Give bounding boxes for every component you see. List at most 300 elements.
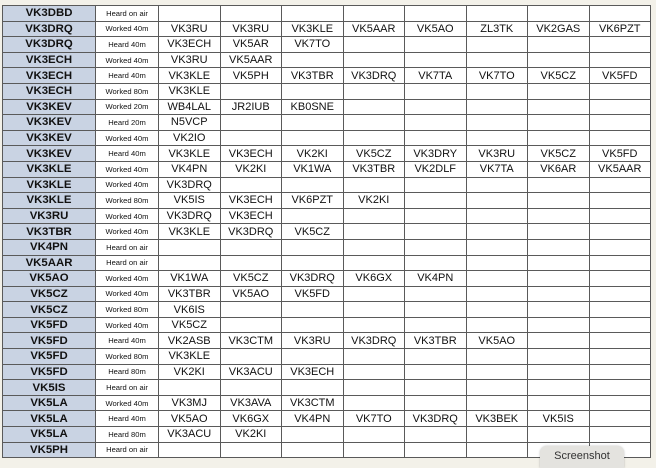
contact-cell bbox=[466, 442, 528, 458]
contact-cell: VK3TBR bbox=[405, 333, 467, 349]
table-row bbox=[3, 395, 651, 411]
status-cell: Heard 40m bbox=[96, 68, 159, 84]
callsign-cell: VK5FD bbox=[3, 317, 96, 333]
callsign-cell: VK3DRQ bbox=[3, 37, 96, 53]
contact-cell bbox=[282, 255, 344, 271]
table-row bbox=[3, 239, 651, 255]
contact-cell: VK3ECH bbox=[282, 364, 344, 380]
contact-cell: VK5AO bbox=[220, 286, 282, 302]
contact-cell: VK5CZ bbox=[220, 271, 282, 287]
contact-cell bbox=[466, 427, 528, 443]
contact-cell: VK7TO bbox=[343, 411, 405, 427]
contact-cell: VK2KI bbox=[220, 161, 282, 177]
contact-cell bbox=[466, 317, 528, 333]
contact-cell: WB4LAL bbox=[159, 99, 221, 115]
contact-cell: VK3ECH bbox=[220, 146, 282, 162]
table-row bbox=[3, 52, 651, 68]
contact-cell bbox=[282, 239, 344, 255]
contact-cell bbox=[589, 239, 651, 255]
contact-cell: VK3KLE bbox=[159, 349, 221, 365]
contact-cell bbox=[466, 364, 528, 380]
contact-cell: VK2ASB bbox=[159, 333, 221, 349]
status-cell: Heard on air bbox=[96, 6, 159, 22]
status-cell: Worked 80m bbox=[96, 349, 159, 365]
contact-cell bbox=[528, 349, 590, 365]
contact-cell bbox=[589, 177, 651, 193]
contact-cell: VK7TA bbox=[405, 68, 467, 84]
contact-cell bbox=[528, 83, 590, 99]
contact-cell: VK4PN bbox=[405, 271, 467, 287]
table-row bbox=[3, 411, 651, 427]
contact-cell: VK3ECH bbox=[220, 208, 282, 224]
table-row bbox=[3, 68, 651, 84]
contact-cell bbox=[466, 286, 528, 302]
contact-cell bbox=[589, 37, 651, 53]
contact-cell bbox=[589, 302, 651, 318]
table-row bbox=[3, 380, 651, 396]
contact-cell bbox=[405, 6, 467, 22]
contact-cell bbox=[282, 427, 344, 443]
contact-cell bbox=[528, 255, 590, 271]
contact-cell: VK3ACU bbox=[220, 364, 282, 380]
contact-cell: VK3TBR bbox=[159, 286, 221, 302]
contact-cell: VK6IS bbox=[159, 302, 221, 318]
contact-cell bbox=[343, 364, 405, 380]
contact-cell bbox=[466, 177, 528, 193]
contact-cell: VK3ECH bbox=[220, 193, 282, 209]
status-cell: Heard on air bbox=[96, 255, 159, 271]
contact-cell bbox=[343, 427, 405, 443]
table-row bbox=[3, 130, 651, 146]
callsign-cell: VK3DBD bbox=[3, 6, 96, 22]
status-cell: Heard 40m bbox=[96, 146, 159, 162]
contact-cell: VK5AO bbox=[159, 411, 221, 427]
table-row bbox=[3, 349, 651, 365]
contact-cell bbox=[220, 255, 282, 271]
contact-cell bbox=[528, 239, 590, 255]
contact-cell bbox=[589, 271, 651, 287]
contact-cell bbox=[589, 6, 651, 22]
contact-cell bbox=[589, 317, 651, 333]
contact-cell bbox=[159, 255, 221, 271]
contact-cell: VK3DRQ bbox=[343, 333, 405, 349]
contact-cell bbox=[343, 442, 405, 458]
callsign-cell: VK5FD bbox=[3, 333, 96, 349]
contact-cell: VK3KLE bbox=[159, 224, 221, 240]
status-cell: Worked 80m bbox=[96, 193, 159, 209]
table-row bbox=[3, 286, 651, 302]
contact-cell bbox=[589, 193, 651, 209]
contact-cell bbox=[159, 380, 221, 396]
status-cell: Heard 40m bbox=[96, 37, 159, 53]
callsign-cell: VK5LA bbox=[3, 395, 96, 411]
contact-cell bbox=[405, 52, 467, 68]
contact-cell bbox=[343, 255, 405, 271]
status-cell: Worked 40m bbox=[96, 52, 159, 68]
callsign-cell: VK5FD bbox=[3, 349, 96, 365]
contact-cell bbox=[528, 302, 590, 318]
contact-cell bbox=[528, 193, 590, 209]
contact-cell bbox=[589, 380, 651, 396]
contact-cell: VK2IO bbox=[159, 130, 221, 146]
table-row bbox=[3, 146, 651, 162]
contact-cell bbox=[528, 224, 590, 240]
contact-cell: VK2KI bbox=[159, 364, 221, 380]
contact-cell bbox=[405, 286, 467, 302]
contact-cell bbox=[589, 364, 651, 380]
contact-cell: ZL3TK bbox=[466, 21, 528, 37]
contact-cell bbox=[220, 83, 282, 99]
table-row bbox=[3, 193, 651, 209]
contact-cell: KB0SNE bbox=[282, 99, 344, 115]
contact-cell: VK2GAS bbox=[528, 21, 590, 37]
contact-cell bbox=[343, 224, 405, 240]
callsign-cell: VK3KLE bbox=[3, 161, 96, 177]
table-row bbox=[3, 6, 651, 22]
contact-cell bbox=[528, 427, 590, 443]
contact-cell bbox=[528, 99, 590, 115]
contact-cell: VK3RU bbox=[159, 52, 221, 68]
contact-cell bbox=[282, 83, 344, 99]
contact-cell: N5VCP bbox=[159, 115, 221, 131]
status-cell: Worked 40m bbox=[96, 224, 159, 240]
callsign-cell: VK3RU bbox=[3, 208, 96, 224]
contact-cell bbox=[405, 380, 467, 396]
contact-cell bbox=[405, 239, 467, 255]
contact-cell bbox=[343, 349, 405, 365]
callsign-cell: VK3TBR bbox=[3, 224, 96, 240]
status-cell: Heard on air bbox=[96, 442, 159, 458]
status-cell: Worked 40m bbox=[96, 130, 159, 146]
contact-cell: VK3DRQ bbox=[159, 208, 221, 224]
status-cell: Worked 20m bbox=[96, 99, 159, 115]
callsign-cell: VK5AAR bbox=[3, 255, 96, 271]
table-row bbox=[3, 83, 651, 99]
contact-cell: VK3DRQ bbox=[405, 411, 467, 427]
contact-cell: VK5AO bbox=[405, 21, 467, 37]
contact-cell bbox=[405, 395, 467, 411]
status-cell: Heard 80m bbox=[96, 364, 159, 380]
contact-cell: VK3KLE bbox=[159, 146, 221, 162]
contact-cell bbox=[466, 239, 528, 255]
contact-cell: VK6PZT bbox=[589, 21, 651, 37]
contact-cell bbox=[159, 6, 221, 22]
contact-cell bbox=[405, 427, 467, 443]
contact-cell bbox=[282, 208, 344, 224]
contact-cell bbox=[405, 255, 467, 271]
contact-cell bbox=[589, 115, 651, 131]
contact-cell bbox=[466, 208, 528, 224]
contact-cell bbox=[405, 208, 467, 224]
contact-cell bbox=[282, 177, 344, 193]
callsign-cell: VK4PN bbox=[3, 239, 96, 255]
contact-cell bbox=[343, 83, 405, 99]
status-cell: Worked 40m bbox=[96, 208, 159, 224]
contact-cell: VK2DLF bbox=[405, 161, 467, 177]
table-row bbox=[3, 317, 651, 333]
contact-cell bbox=[589, 349, 651, 365]
callsign-cell: VK3KLE bbox=[3, 193, 96, 209]
table-row bbox=[3, 333, 651, 349]
contact-cell: VK3BEK bbox=[466, 411, 528, 427]
contact-cell bbox=[589, 411, 651, 427]
screenshot-tab[interactable]: Screenshot bbox=[540, 446, 624, 468]
contact-cell bbox=[343, 6, 405, 22]
contact-cell bbox=[282, 380, 344, 396]
contact-cell bbox=[220, 115, 282, 131]
contact-cell: VK3MJ bbox=[159, 395, 221, 411]
contact-cell bbox=[405, 99, 467, 115]
callsign-cell: VK5FD bbox=[3, 364, 96, 380]
contact-cell bbox=[282, 302, 344, 318]
contact-cell bbox=[405, 130, 467, 146]
contact-cell bbox=[589, 208, 651, 224]
contact-cell: VK3KLE bbox=[159, 68, 221, 84]
contact-cell bbox=[528, 37, 590, 53]
contact-cell bbox=[282, 130, 344, 146]
contact-cell bbox=[466, 130, 528, 146]
contact-cell: VK5IS bbox=[528, 411, 590, 427]
callsign-cell: VK3KLE bbox=[3, 177, 96, 193]
contact-cell: VK6PZT bbox=[282, 193, 344, 209]
table-row bbox=[3, 177, 651, 193]
contact-cell: VK5AAR bbox=[220, 52, 282, 68]
contact-cell bbox=[220, 442, 282, 458]
contact-cell bbox=[589, 83, 651, 99]
contact-cell bbox=[343, 239, 405, 255]
contact-cell bbox=[343, 380, 405, 396]
contact-cell bbox=[405, 177, 467, 193]
contact-cell bbox=[220, 177, 282, 193]
contact-cell: VK5CZ bbox=[528, 68, 590, 84]
contact-cell bbox=[282, 6, 344, 22]
callsign-cell: VK5CZ bbox=[3, 302, 96, 318]
callsign-cell: VK5AO bbox=[3, 271, 96, 287]
contact-cell bbox=[405, 302, 467, 318]
contact-cell bbox=[220, 317, 282, 333]
contact-cell bbox=[528, 52, 590, 68]
status-cell: Worked 40m bbox=[96, 286, 159, 302]
contact-cell bbox=[466, 193, 528, 209]
contact-cell bbox=[282, 349, 344, 365]
contact-cell: VK3CTM bbox=[220, 333, 282, 349]
contact-cell: VK5AR bbox=[220, 37, 282, 53]
contact-cell bbox=[282, 442, 344, 458]
contact-cell bbox=[528, 395, 590, 411]
contact-cell bbox=[589, 395, 651, 411]
contact-cell: VK5AAR bbox=[589, 161, 651, 177]
contact-cell bbox=[589, 427, 651, 443]
contact-cell bbox=[405, 442, 467, 458]
contact-cell bbox=[589, 130, 651, 146]
contact-cell bbox=[405, 317, 467, 333]
table-row bbox=[3, 364, 651, 380]
status-cell: Worked 40m bbox=[96, 161, 159, 177]
contact-cell bbox=[220, 6, 282, 22]
contact-cell bbox=[405, 37, 467, 53]
status-cell: Heard 40m bbox=[96, 411, 159, 427]
contact-cell bbox=[405, 83, 467, 99]
status-cell: Worked 40m bbox=[96, 177, 159, 193]
contact-cell: VK3DRQ bbox=[343, 68, 405, 84]
contact-cell bbox=[589, 255, 651, 271]
contact-cell: VK6AR bbox=[528, 161, 590, 177]
table-row bbox=[3, 21, 651, 37]
contact-cell bbox=[343, 395, 405, 411]
contact-cell: VK7TA bbox=[466, 161, 528, 177]
contact-cell bbox=[466, 99, 528, 115]
contact-cell bbox=[528, 380, 590, 396]
table-row bbox=[3, 208, 651, 224]
contact-cell: VK3RU bbox=[159, 21, 221, 37]
callsign-cell: VK3KEV bbox=[3, 146, 96, 162]
table-row bbox=[3, 271, 651, 287]
contact-cell bbox=[466, 380, 528, 396]
contact-log-body bbox=[3, 6, 651, 458]
status-cell: Heard on air bbox=[96, 380, 159, 396]
contact-cell bbox=[282, 317, 344, 333]
table-row bbox=[3, 255, 651, 271]
contact-cell: VK3CTM bbox=[282, 395, 344, 411]
contact-cell bbox=[528, 317, 590, 333]
contact-cell bbox=[528, 208, 590, 224]
contact-cell: VK5CZ bbox=[282, 224, 344, 240]
contact-cell bbox=[405, 224, 467, 240]
contact-cell: VK5CZ bbox=[159, 317, 221, 333]
contact-cell: VK1WA bbox=[282, 161, 344, 177]
contact-cell: VK6GX bbox=[220, 411, 282, 427]
contact-cell bbox=[405, 349, 467, 365]
contact-cell bbox=[159, 442, 221, 458]
table-row bbox=[3, 427, 651, 443]
contact-cell bbox=[589, 333, 651, 349]
contact-cell bbox=[220, 349, 282, 365]
callsign-cell: VK3ECH bbox=[3, 68, 96, 84]
contact-log-table bbox=[2, 5, 651, 458]
contact-cell bbox=[220, 130, 282, 146]
contact-cell: VK3TBR bbox=[282, 68, 344, 84]
contact-cell bbox=[343, 302, 405, 318]
contact-cell bbox=[528, 6, 590, 22]
contact-cell: VK5FD bbox=[589, 146, 651, 162]
contact-cell bbox=[343, 286, 405, 302]
contact-cell: VK6GX bbox=[343, 271, 405, 287]
contact-cell: VK3TBR bbox=[343, 161, 405, 177]
contact-cell: VK5PH bbox=[220, 68, 282, 84]
contact-cell bbox=[466, 271, 528, 287]
contact-cell: VK5AAR bbox=[343, 21, 405, 37]
contact-cell: VK3DRQ bbox=[220, 224, 282, 240]
callsign-cell: VK3KEV bbox=[3, 99, 96, 115]
contact-cell: VK3RU bbox=[220, 21, 282, 37]
contact-cell: VK7TO bbox=[466, 68, 528, 84]
contact-cell: VK3DRQ bbox=[159, 177, 221, 193]
contact-cell bbox=[343, 130, 405, 146]
contact-cell: VK5FD bbox=[589, 68, 651, 84]
contact-cell bbox=[466, 83, 528, 99]
contact-cell bbox=[528, 286, 590, 302]
contact-cell: VK5IS bbox=[159, 193, 221, 209]
contact-cell bbox=[466, 224, 528, 240]
contact-cell: VK7TO bbox=[282, 37, 344, 53]
contact-cell bbox=[466, 6, 528, 22]
callsign-cell: VK3KEV bbox=[3, 115, 96, 131]
table-row bbox=[3, 37, 651, 53]
table-row bbox=[3, 161, 651, 177]
status-cell: Worked 40m bbox=[96, 271, 159, 287]
callsign-cell: VK5CZ bbox=[3, 286, 96, 302]
contact-cell: VK1WA bbox=[159, 271, 221, 287]
contact-cell bbox=[343, 317, 405, 333]
contact-cell bbox=[282, 115, 344, 131]
contact-cell: VK3KLE bbox=[282, 21, 344, 37]
contact-cell: VK3KLE bbox=[159, 83, 221, 99]
contact-cell bbox=[466, 255, 528, 271]
table-row bbox=[3, 99, 651, 115]
callsign-cell: VK5PH bbox=[3, 442, 96, 458]
contact-cell bbox=[528, 333, 590, 349]
callsign-cell: VK5LA bbox=[3, 427, 96, 443]
contact-cell bbox=[343, 37, 405, 53]
contact-cell: VK3ACU bbox=[159, 427, 221, 443]
contact-cell bbox=[528, 177, 590, 193]
contact-cell bbox=[528, 271, 590, 287]
contact-cell bbox=[528, 130, 590, 146]
contact-cell: VK2KI bbox=[343, 193, 405, 209]
table-row bbox=[3, 224, 651, 240]
contact-cell bbox=[343, 208, 405, 224]
contact-cell bbox=[589, 52, 651, 68]
callsign-cell: VK3KEV bbox=[3, 130, 96, 146]
callsign-cell: VK3ECH bbox=[3, 83, 96, 99]
contact-cell: VK3RU bbox=[282, 333, 344, 349]
contact-cell: VK2KI bbox=[220, 427, 282, 443]
contact-cell: VK3DRQ bbox=[282, 271, 344, 287]
contact-cell bbox=[405, 115, 467, 131]
contact-cell bbox=[589, 99, 651, 115]
status-cell: Worked 80m bbox=[96, 83, 159, 99]
contact-cell bbox=[220, 239, 282, 255]
contact-cell: VK2KI bbox=[282, 146, 344, 162]
contact-cell bbox=[466, 37, 528, 53]
contact-cell bbox=[589, 286, 651, 302]
contact-cell bbox=[528, 364, 590, 380]
contact-cell bbox=[405, 364, 467, 380]
contact-cell bbox=[405, 193, 467, 209]
contact-cell bbox=[466, 52, 528, 68]
contact-cell bbox=[343, 99, 405, 115]
contact-cell: VK5AO bbox=[466, 333, 528, 349]
table-row bbox=[3, 115, 651, 131]
contact-cell bbox=[343, 177, 405, 193]
contact-cell bbox=[220, 302, 282, 318]
contact-cell bbox=[282, 52, 344, 68]
contact-cell: VK5FD bbox=[282, 286, 344, 302]
contact-cell bbox=[466, 349, 528, 365]
contact-cell bbox=[528, 115, 590, 131]
contact-cell: VK3ECH bbox=[159, 37, 221, 53]
contact-cell: JR2IUB bbox=[220, 99, 282, 115]
contact-cell bbox=[466, 302, 528, 318]
callsign-cell: VK5IS bbox=[3, 380, 96, 396]
callsign-cell: VK5LA bbox=[3, 411, 96, 427]
status-cell: Worked 40m bbox=[96, 395, 159, 411]
contact-cell: VK3DRY bbox=[405, 146, 467, 162]
status-cell: Heard 20m bbox=[96, 115, 159, 131]
callsign-cell: VK3DRQ bbox=[3, 21, 96, 37]
contact-cell bbox=[466, 395, 528, 411]
contact-cell bbox=[343, 52, 405, 68]
